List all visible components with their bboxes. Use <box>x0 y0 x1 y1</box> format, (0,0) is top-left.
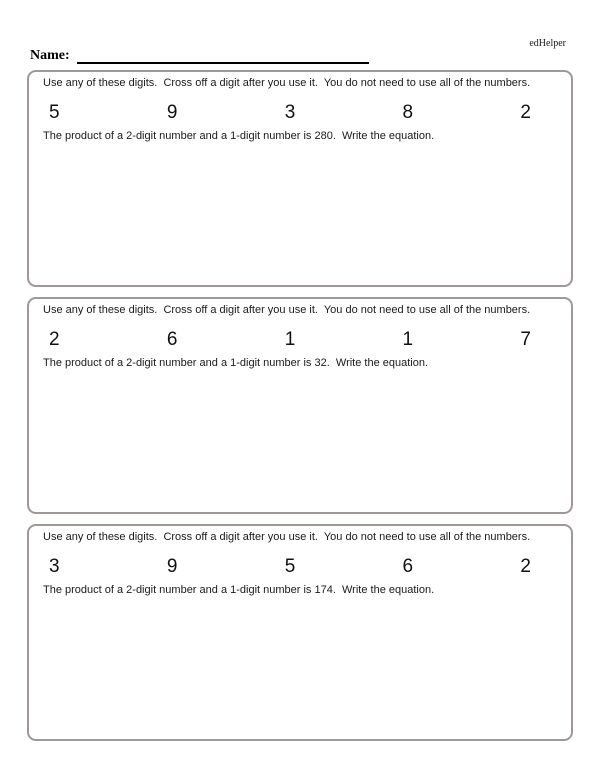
problem-2-digits-row <box>43 329 557 350</box>
digit: 2 <box>520 102 531 123</box>
digit: 5 <box>49 102 60 123</box>
problem-1-digits-row <box>43 102 557 123</box>
problem-box-2 <box>27 297 573 514</box>
digit: 2 <box>49 329 60 350</box>
name-blank-line <box>77 47 369 64</box>
problem-3-digits-row <box>43 556 557 577</box>
problem-1-instructions: Use any of these digits. Cross off a digit after you use it. You do not need to use all of the numbers. <box>43 77 531 89</box>
digit: 1 <box>402 329 414 350</box>
problem-2-instructions: Use any of these digits. Cross off a digit after you use it. You do not need to use all of the numbers. <box>43 304 531 316</box>
digit: 3 <box>49 556 60 577</box>
digit: 8 <box>402 102 414 123</box>
edhelper-logo: edHelper <box>529 38 566 49</box>
problem-3-prompt: The product of a 2-digit number and a 1-digit number is 174. Write the equation. <box>43 584 435 596</box>
name-label: Name: <box>30 48 70 63</box>
problem-list <box>27 70 573 741</box>
digit: 9 <box>166 102 178 123</box>
problem-3-instructions: Use any of these digits. Cross off a digit after you use it. You do not need to use all of the numbers. <box>43 531 531 543</box>
name-row <box>30 47 369 64</box>
problem-box-3 <box>27 524 573 741</box>
digit: 2 <box>520 556 531 577</box>
digit: 9 <box>166 556 178 577</box>
digit: 6 <box>402 556 414 577</box>
digit: 3 <box>284 102 296 123</box>
digit: 6 <box>166 329 178 350</box>
digit: 7 <box>520 329 531 350</box>
digit: 1 <box>284 329 296 350</box>
problem-2-prompt: The product of a 2-digit number and a 1-digit number is 32. Write the equation. <box>43 357 429 369</box>
problem-1-prompt: The product of a 2-digit number and a 1-digit number is 280. Write the equation. <box>43 130 435 142</box>
problem-box-1 <box>27 70 573 287</box>
digit: 5 <box>284 556 296 577</box>
